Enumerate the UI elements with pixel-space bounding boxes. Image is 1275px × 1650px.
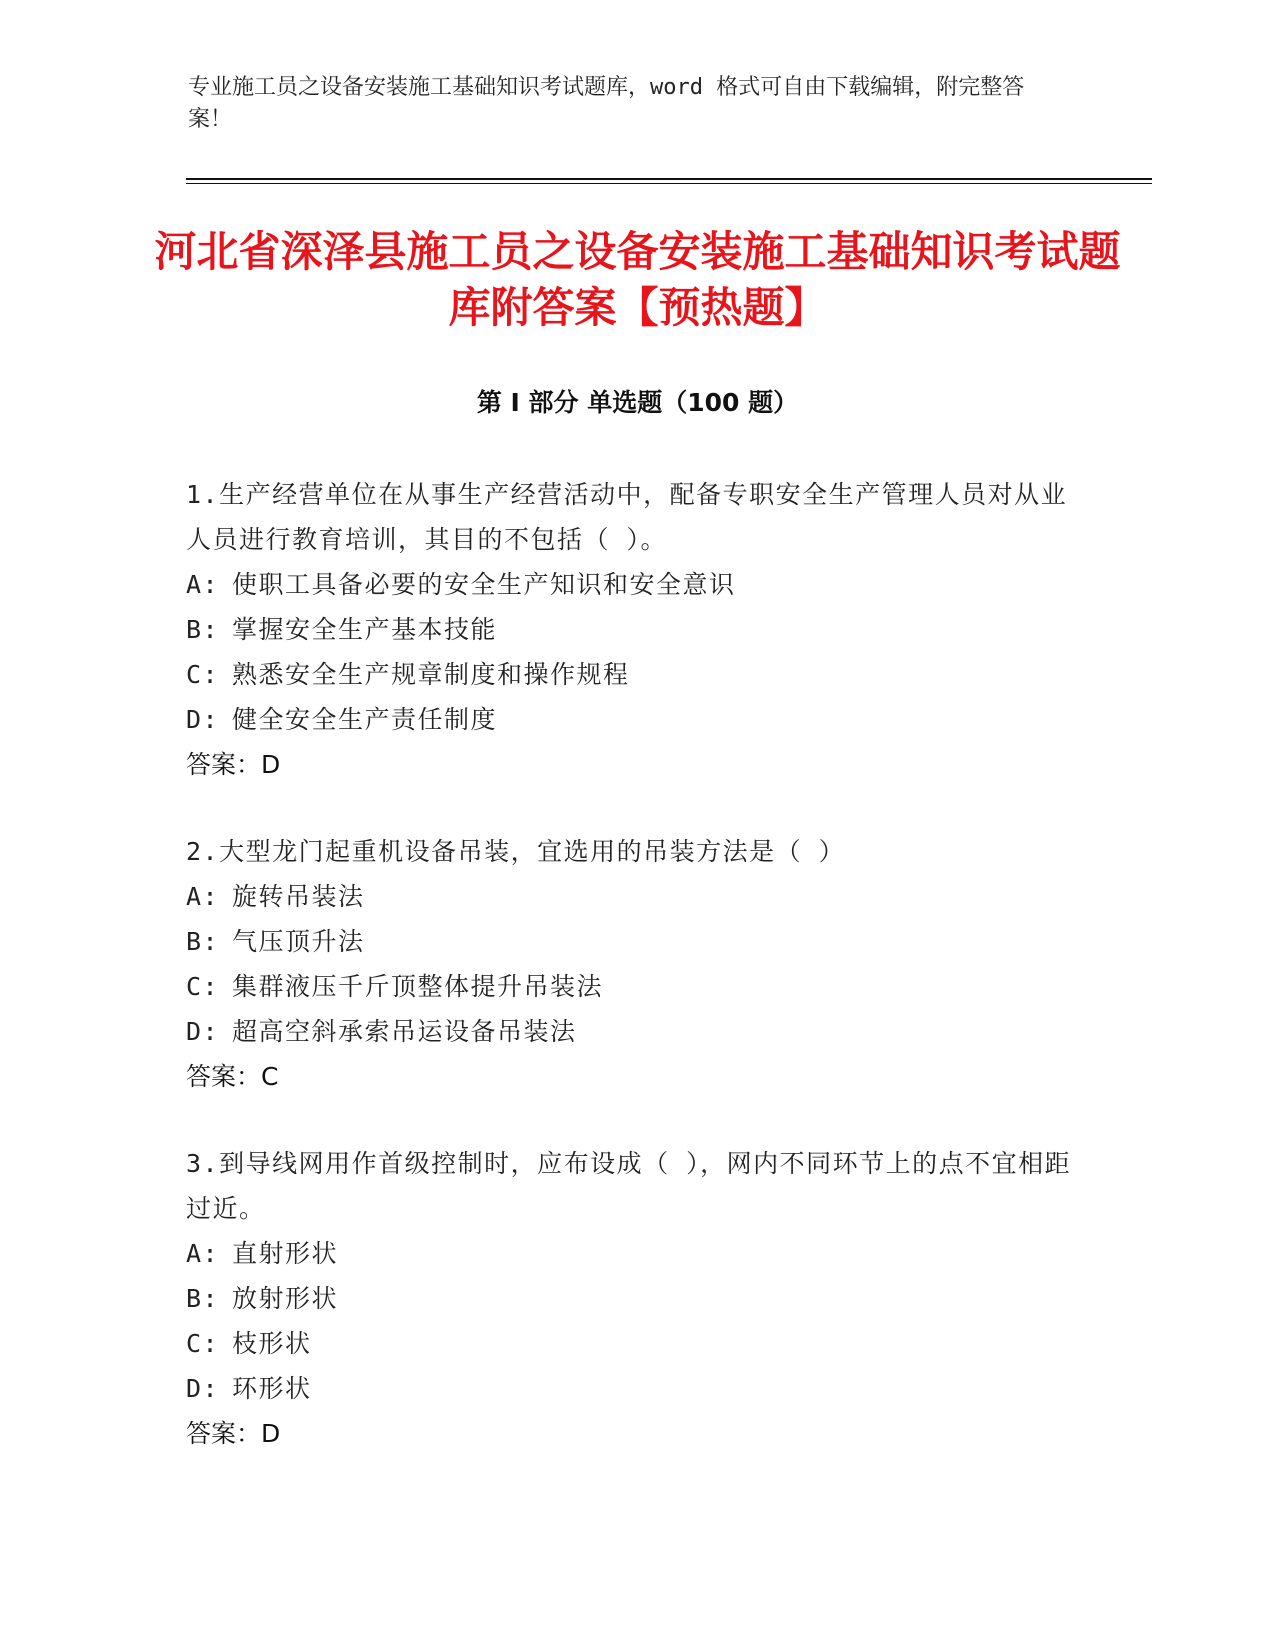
option-b: [186, 1276, 1076, 1321]
option-text: 健全安全生产责任制度: [232, 705, 498, 734]
option-letter: A:: [186, 570, 220, 599]
option-letter: D:: [186, 1017, 220, 1046]
option-letter: B:: [186, 927, 220, 956]
option-d: [186, 1366, 1076, 1411]
option-text: 集群液压千斤顶整体提升吊装法: [232, 972, 604, 1001]
option-text: 气压顶升法: [232, 927, 365, 956]
option-text: 直射形状: [232, 1239, 339, 1268]
option-letter: A:: [186, 1239, 220, 1268]
option-letter: A:: [186, 882, 220, 911]
document-title: 河北省深泽县施工员之设备安装施工基础知识考试题库附答案【预热题】: [154, 227, 1121, 332]
question-stem: 3.到导线网用作首级控制时，应布设成（ ），网内不同环节上的点不宜相距过近。: [186, 1149, 1072, 1223]
option-letter: C:: [186, 972, 220, 1001]
header-divider-thick: [186, 178, 1152, 180]
question-list: [186, 472, 1076, 1498]
option-d: [186, 697, 1076, 742]
option-b: [186, 919, 1076, 964]
answer-line: 答案：C: [186, 1062, 279, 1091]
option-text: 放射形状: [232, 1284, 339, 1313]
option-b: [186, 607, 1076, 652]
option-a: [186, 874, 1076, 919]
question-2: [186, 829, 1076, 1099]
option-letter: B:: [186, 1284, 220, 1313]
option-letter: B:: [186, 615, 220, 644]
option-text: 枝形状: [232, 1329, 312, 1358]
option-c: [186, 964, 1076, 1009]
section-heading: 第 I 部分 单选题（100 题）: [476, 388, 799, 417]
header-note: 专业施工员之设备安装施工基础知识考试题库，word 格式可自由下载编辑，附完整答案！: [188, 75, 1025, 132]
option-letter: C:: [186, 660, 220, 689]
question-3: [186, 1141, 1076, 1456]
option-d: [186, 1009, 1076, 1054]
option-text: 掌握安全生产基本技能: [232, 615, 498, 644]
option-a: [186, 1231, 1076, 1276]
question-stem: 1.生产经营单位在从事生产经营活动中，配备专职安全生产管理人员对从业人员进行教育培训，其目的不包括（ ）。: [186, 480, 1068, 554]
option-a: [186, 562, 1076, 607]
option-text: 使职工具备必要的安全生产知识和安全意识: [232, 570, 736, 599]
option-c: [186, 652, 1076, 697]
question-1: [186, 472, 1076, 787]
question-stem: 2.大型龙门起重机设备吊装，宜选用的吊装方法是（ ）: [186, 837, 846, 866]
option-text: 环形状: [232, 1374, 312, 1403]
option-letter: D:: [186, 1374, 220, 1403]
option-letter: C:: [186, 1329, 220, 1358]
option-letter: D:: [186, 705, 220, 734]
option-text: 熟悉安全生产规章制度和操作规程: [232, 660, 630, 689]
option-c: [186, 1321, 1076, 1366]
header-divider-thin: [186, 183, 1152, 184]
option-text: 超高空斜承索吊运设备吊装法: [232, 1017, 577, 1046]
option-text: 旋转吊装法: [232, 882, 365, 911]
answer-line: 答案：D: [186, 750, 281, 779]
answer-line: 答案：D: [186, 1419, 281, 1448]
